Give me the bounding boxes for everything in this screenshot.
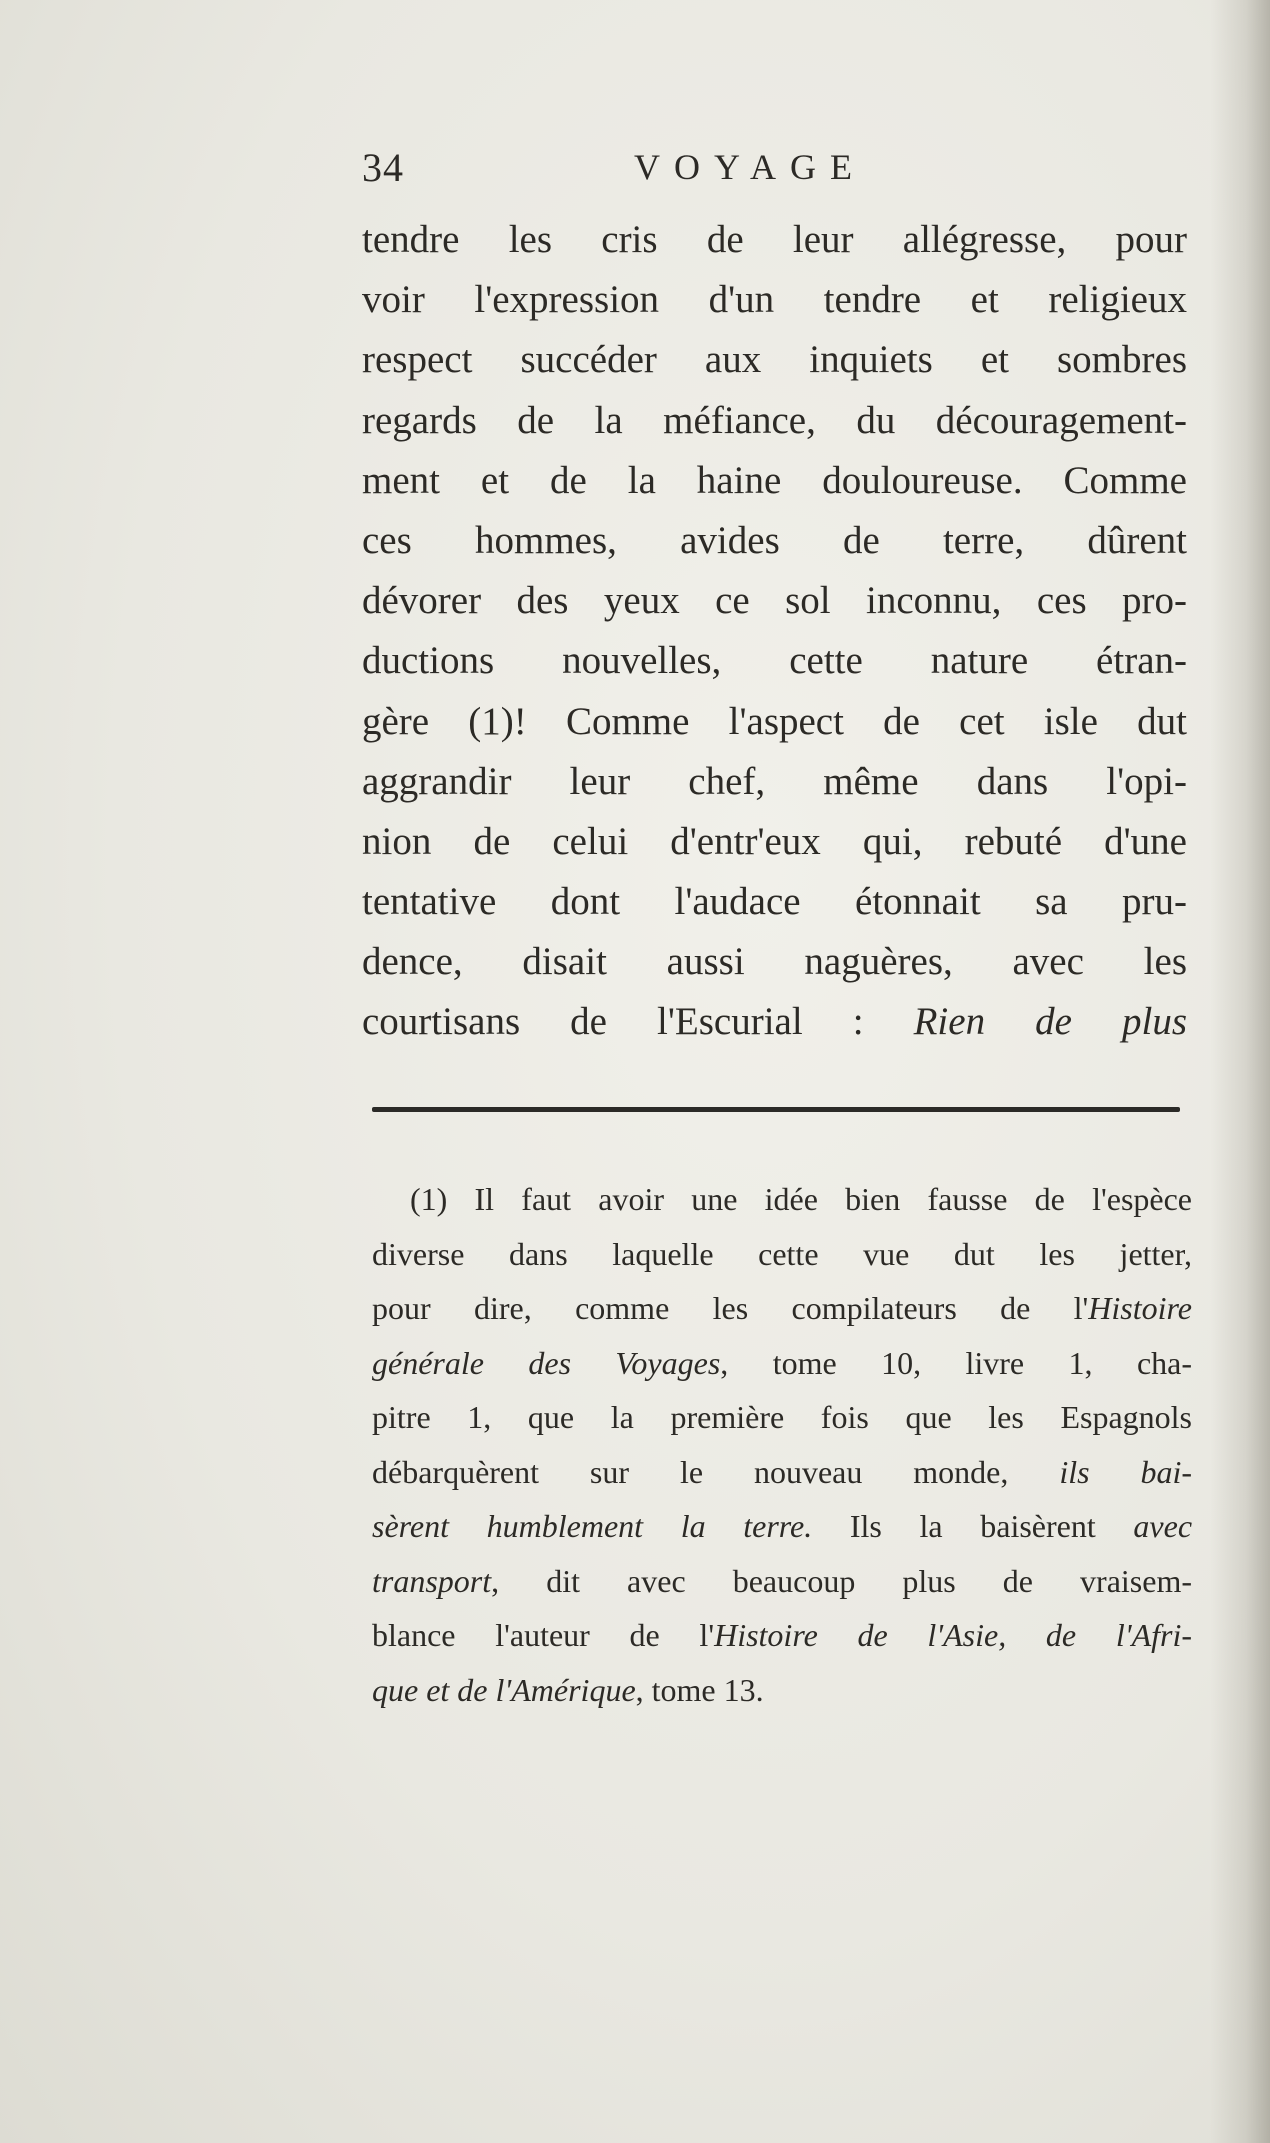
page-number: 34 xyxy=(362,145,404,190)
body-line: aggrandir leur chef, même dans l'opi- xyxy=(362,759,1187,803)
body-line: nion de celui d'entr'eux qui, rebuté d'une xyxy=(362,819,1187,863)
body-text-roman: courtisans de l'Escurial : xyxy=(362,1000,914,1044)
footnote-line: diverse dans laquelle cette vue dut les jetter, xyxy=(372,1235,1192,1272)
body-line: ductions nouvelles, cette nature étran- xyxy=(362,639,1187,683)
footnote-line: pitre 1, que la première fois que les Espagnols xyxy=(372,1399,1192,1435)
body-text-italic: Rien de plus xyxy=(913,1000,1187,1044)
body-line: ces hommes, avides de terre, dûrent xyxy=(362,518,1187,562)
footnote-text: Ils la baisèrent xyxy=(812,1508,1134,1544)
footnote-line xyxy=(372,1445,1192,1500)
footnote-text: pour dire, comme les compilateurs de l' xyxy=(372,1290,1089,1326)
footnote-line xyxy=(372,1608,1192,1663)
footnote-italic: générale des Voyages xyxy=(372,1344,721,1381)
footnote-separator-rule xyxy=(372,1107,1180,1112)
footnote-line xyxy=(372,1554,1192,1609)
body-line: ment et de la haine douloureuse. Comme xyxy=(362,458,1187,502)
footnote-line xyxy=(372,1499,1192,1554)
footnote-line xyxy=(372,1336,1192,1391)
body-line: dence, disait aussi naguères, avec les xyxy=(362,940,1187,984)
body-line: respect succéder aux inquiets et sombres xyxy=(362,338,1187,382)
body-line: tentative dont l'audace étonnait sa pru- xyxy=(362,880,1187,924)
footnote-text: , tome 13. xyxy=(635,1671,764,1708)
body-line: dévorer des yeux ce sol inconnu, ces pro- xyxy=(362,579,1187,623)
footnote xyxy=(372,1172,1192,1717)
footnote-italic: transport xyxy=(372,1562,492,1599)
footnote-text: débarquèrent sur le nouveau monde, xyxy=(372,1453,1060,1490)
body-line: gère (1)! Comme l'aspect de cet isle dut xyxy=(362,699,1187,743)
footnote-italic: Histoire de l'Asie, de l'Afri- xyxy=(714,1617,1192,1653)
body-line: regards de la méfiance, du découragement- xyxy=(362,398,1187,442)
page-gutter-shadow xyxy=(1210,0,1270,2143)
footnote-italic: Histoire xyxy=(1088,1290,1192,1326)
footnote-line: (1) Il faut avoir une idée bien fausse de l'espèce xyxy=(410,1181,1192,1217)
footnote-text: blance l'auteur de l' xyxy=(372,1617,715,1653)
body-line: voir l'expression d'un tendre et religieux xyxy=(362,278,1187,322)
footnote-italic: avec xyxy=(1133,1508,1193,1544)
footnote-italic: ils bai- xyxy=(1059,1453,1193,1490)
footnote-line xyxy=(372,1281,1192,1336)
footnote-text: , dit avec beaucoup plus de vraisem- xyxy=(491,1562,1192,1599)
body-text xyxy=(362,210,1187,1053)
footnote-italic: sèrent humblement la terre. xyxy=(372,1508,813,1544)
body-line-last xyxy=(362,992,1187,1052)
footnote-italic: que et de l'Amérique xyxy=(372,1671,636,1708)
footnote-line xyxy=(372,1663,1192,1718)
body-line: tendre les cris de leur allégresse, pour xyxy=(362,218,1187,261)
running-title: VOYAGE xyxy=(634,147,866,187)
footnote-text: , tome 10, livre 1, cha- xyxy=(720,1344,1192,1381)
page-header xyxy=(362,144,1192,194)
